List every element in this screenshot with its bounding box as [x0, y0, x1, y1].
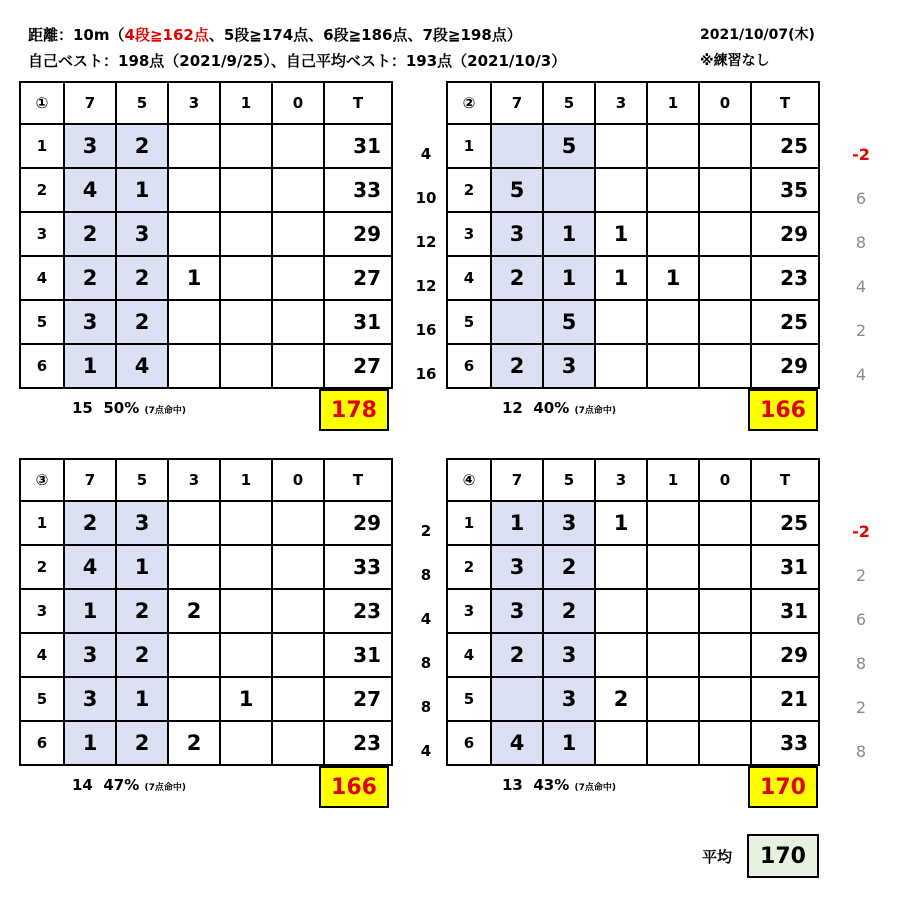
table-row [20, 677, 392, 721]
score-cell: 3 [491, 589, 543, 633]
sheet-id: ④ [447, 459, 491, 501]
score-diff: 2 [855, 566, 867, 585]
score-cell: 3 [491, 212, 543, 256]
score-cell [595, 633, 647, 677]
score-cell [272, 300, 324, 344]
score-diff: 6 [855, 610, 867, 629]
score-cell [272, 589, 324, 633]
score-cell [272, 168, 324, 212]
score-cell: 1 [64, 344, 116, 388]
round-number: 5 [20, 300, 64, 344]
mid-value: 2 [420, 522, 432, 540]
score-diff: 8 [855, 233, 867, 252]
score-cell: 2 [595, 677, 647, 721]
score-diff: 6 [855, 189, 867, 208]
score-table [446, 81, 820, 389]
score-cell: 1 [595, 256, 647, 300]
score-cell: 1 [491, 501, 543, 545]
score-cell [272, 212, 324, 256]
score-cell: 1 [595, 501, 647, 545]
score-table [19, 458, 393, 766]
mid-value: 4 [420, 610, 432, 628]
round-number: 2 [447, 168, 491, 212]
row-total: 29 [751, 344, 819, 388]
score-cell: 1 [116, 168, 168, 212]
score-cell: 5 [543, 300, 595, 344]
score-cell: 2 [116, 589, 168, 633]
score-cell [647, 168, 699, 212]
score-cell: 1 [543, 256, 595, 300]
round-number: 4 [20, 256, 64, 300]
score-cell [168, 168, 220, 212]
score-cell: 3 [491, 545, 543, 589]
score-cell [168, 677, 220, 721]
mid-value: 12 [415, 233, 437, 251]
score-cell [647, 545, 699, 589]
column-header: 5 [543, 82, 595, 124]
round-number: 1 [20, 124, 64, 168]
row-total: 31 [324, 124, 392, 168]
mid-value: 16 [415, 365, 437, 383]
column-header: 5 [116, 459, 168, 501]
hit-count: 15 [72, 399, 93, 417]
score-cell [168, 124, 220, 168]
score-cell [699, 677, 751, 721]
mid-value: 8 [420, 654, 432, 672]
round-number: 1 [447, 124, 491, 168]
round-number: 3 [20, 212, 64, 256]
score-cell: 2 [64, 501, 116, 545]
score-table [19, 81, 393, 389]
column-header: 1 [647, 82, 699, 124]
score-cell: 3 [116, 501, 168, 545]
column-header: 1 [220, 82, 272, 124]
score-cell [699, 501, 751, 545]
sheet-3-total: 166 [319, 766, 389, 808]
score-cell [168, 545, 220, 589]
column-header: 5 [116, 82, 168, 124]
score-cell [491, 677, 543, 721]
round-number: 5 [447, 300, 491, 344]
table-row [447, 589, 819, 633]
hit-count: 12 [502, 399, 523, 417]
score-cell: 2 [543, 589, 595, 633]
sheet-4-summary [502, 776, 616, 794]
hit-count: 14 [72, 776, 93, 794]
note: ※練習なし [700, 53, 770, 69]
score-cell: 3 [64, 124, 116, 168]
table-row [447, 212, 819, 256]
score-cell [168, 212, 220, 256]
score-cell [595, 344, 647, 388]
score-sheet-3 [19, 458, 393, 766]
score-cell: 1 [647, 256, 699, 300]
round-number: 2 [20, 168, 64, 212]
score-cell: 3 [543, 677, 595, 721]
round-number: 3 [447, 589, 491, 633]
score-diff: 4 [855, 365, 867, 384]
score-cell: 2 [491, 256, 543, 300]
row-total: 33 [751, 721, 819, 765]
score-cell: 1 [595, 212, 647, 256]
score-cell [220, 721, 272, 765]
round-number: 2 [20, 545, 64, 589]
score-diff: 4 [855, 277, 867, 296]
score-cell [543, 168, 595, 212]
score-cell: 1 [168, 256, 220, 300]
table-row [20, 344, 392, 388]
score-cell [220, 168, 272, 212]
score-cell [699, 589, 751, 633]
distance-rank-line [28, 24, 522, 45]
table-row [20, 124, 392, 168]
round-number: 6 [447, 721, 491, 765]
column-header: 7 [491, 82, 543, 124]
table-row [447, 256, 819, 300]
score-cell [595, 124, 647, 168]
score-cell: 4 [64, 545, 116, 589]
table-row [447, 168, 819, 212]
sheet-id: ② [447, 82, 491, 124]
column-header: T [324, 82, 392, 124]
hit-percent: 43% [533, 776, 570, 794]
score-cell [272, 721, 324, 765]
score-cell [647, 124, 699, 168]
column-header: 0 [272, 82, 324, 124]
score-cell [220, 589, 272, 633]
row-total: 33 [324, 168, 392, 212]
sheet-3-summary [72, 776, 186, 794]
score-diff: -2 [852, 522, 870, 541]
score-diff: 2 [855, 698, 867, 717]
round-number: 5 [447, 677, 491, 721]
column-header: 3 [168, 82, 220, 124]
score-cell [272, 545, 324, 589]
table-header-row [20, 82, 392, 124]
score-cell: 2 [116, 256, 168, 300]
column-header: 1 [647, 459, 699, 501]
score-cell [647, 344, 699, 388]
score-cell [491, 300, 543, 344]
table-row [20, 633, 392, 677]
row-total: 23 [324, 721, 392, 765]
score-cell: 3 [64, 633, 116, 677]
score-cell: 1 [543, 212, 595, 256]
hit-note: (7点命中) [144, 783, 186, 793]
round-number: 6 [447, 344, 491, 388]
score-cell [168, 501, 220, 545]
score-cell: 3 [543, 501, 595, 545]
score-sheet-1 [19, 81, 393, 389]
hit-note: (7点命中) [574, 406, 616, 416]
round-number: 4 [447, 256, 491, 300]
score-cell [699, 721, 751, 765]
table-row [447, 124, 819, 168]
score-cell: 2 [116, 300, 168, 344]
score-cell [595, 300, 647, 344]
table-row [447, 721, 819, 765]
score-cell: 5 [491, 168, 543, 212]
hit-percent: 40% [533, 399, 570, 417]
score-cell: 2 [116, 124, 168, 168]
row-total: 29 [751, 633, 819, 677]
table-row [20, 721, 392, 765]
score-cell [220, 633, 272, 677]
hit-percent: 50% [103, 399, 140, 417]
column-header: 3 [168, 459, 220, 501]
round-number: 1 [20, 501, 64, 545]
sheet-id: ① [20, 82, 64, 124]
score-cell [220, 124, 272, 168]
average-value: 170 [747, 834, 819, 878]
table-row [20, 501, 392, 545]
table-row [20, 300, 392, 344]
score-sheet-4 [446, 458, 820, 766]
score-cell [168, 633, 220, 677]
mid-value: 12 [415, 277, 437, 295]
score-cell: 1 [543, 721, 595, 765]
score-cell [699, 344, 751, 388]
score-cell [699, 168, 751, 212]
score-cell: 1 [116, 545, 168, 589]
mid-value: 4 [420, 742, 432, 760]
round-number: 6 [20, 344, 64, 388]
table-row [20, 545, 392, 589]
score-cell: 2 [491, 344, 543, 388]
hit-percent: 47% [103, 776, 140, 794]
score-cell [647, 501, 699, 545]
row-total: 27 [324, 344, 392, 388]
table-row [447, 677, 819, 721]
table-row [447, 633, 819, 677]
column-header: 1 [220, 459, 272, 501]
score-cell: 2 [543, 545, 595, 589]
row-total: 29 [324, 501, 392, 545]
row-total: 27 [324, 677, 392, 721]
distance-label: 距離：10m [28, 26, 110, 44]
mid-value: 10 [415, 189, 437, 207]
score-cell [699, 256, 751, 300]
score-cell [272, 124, 324, 168]
score-diff: 8 [855, 654, 867, 673]
score-cell: 2 [64, 212, 116, 256]
score-cell: 4 [491, 721, 543, 765]
table-header-row [447, 459, 819, 501]
table-row [20, 212, 392, 256]
score-cell: 2 [168, 589, 220, 633]
score-cell: 1 [64, 589, 116, 633]
score-cell [595, 545, 647, 589]
score-cell [220, 344, 272, 388]
score-cell [220, 501, 272, 545]
personal-best-line: 自己ベスト：198点（2021/9/25）、自己平均ベスト：193点（2021/10/3） [28, 52, 567, 70]
score-cell: 5 [543, 124, 595, 168]
score-cell [272, 256, 324, 300]
score-cell [699, 300, 751, 344]
score-cell: 3 [64, 300, 116, 344]
score-cell [272, 677, 324, 721]
row-total: 31 [751, 545, 819, 589]
score-cell [699, 212, 751, 256]
score-cell [168, 344, 220, 388]
score-diff: -2 [852, 145, 870, 164]
row-total: 31 [324, 300, 392, 344]
row-total: 35 [751, 168, 819, 212]
round-number: 2 [447, 545, 491, 589]
row-total: 29 [324, 212, 392, 256]
score-cell [220, 545, 272, 589]
row-total: 33 [324, 545, 392, 589]
score-cell: 1 [220, 677, 272, 721]
score-cell [272, 633, 324, 677]
round-number: 1 [447, 501, 491, 545]
row-total: 25 [751, 501, 819, 545]
column-header: T [324, 459, 392, 501]
column-header: T [751, 82, 819, 124]
score-cell [595, 168, 647, 212]
column-header: 0 [272, 459, 324, 501]
score-cell [272, 344, 324, 388]
score-cell [272, 501, 324, 545]
row-total: 31 [324, 633, 392, 677]
score-cell: 2 [116, 633, 168, 677]
rank4-threshold: 4段≧162点 [124, 26, 209, 44]
score-cell [647, 677, 699, 721]
round-number: 4 [447, 633, 491, 677]
round-number: 3 [447, 212, 491, 256]
sheet-2-summary [502, 399, 616, 417]
column-header: 7 [64, 459, 116, 501]
column-header: 7 [64, 82, 116, 124]
column-header: 0 [699, 459, 751, 501]
score-cell: 3 [543, 633, 595, 677]
rank-thresholds: 、5段≧174点、6段≧186点、7段≧198点） [208, 26, 522, 44]
row-total: 25 [751, 124, 819, 168]
column-header: 5 [543, 459, 595, 501]
score-cell: 2 [168, 721, 220, 765]
row-total: 27 [324, 256, 392, 300]
score-diff: 2 [855, 321, 867, 340]
row-total: 23 [751, 256, 819, 300]
round-number: 4 [20, 633, 64, 677]
score-cell [220, 212, 272, 256]
mid-value: 4 [420, 145, 432, 163]
score-cell [168, 300, 220, 344]
row-total: 21 [751, 677, 819, 721]
table-row [447, 501, 819, 545]
mid-value: 8 [420, 698, 432, 716]
mid-value: 16 [415, 321, 437, 339]
table-row [20, 168, 392, 212]
score-cell [647, 589, 699, 633]
score-cell [699, 124, 751, 168]
round-number: 3 [20, 589, 64, 633]
table-row [20, 589, 392, 633]
round-number: 6 [20, 721, 64, 765]
score-cell: 1 [64, 721, 116, 765]
sheet-id: ③ [20, 459, 64, 501]
score-cell [699, 545, 751, 589]
score-cell: 2 [64, 256, 116, 300]
hit-note: (7点命中) [144, 406, 186, 416]
hit-note: (7点命中) [574, 783, 616, 793]
score-cell [647, 212, 699, 256]
score-cell: 2 [491, 633, 543, 677]
row-total: 29 [751, 212, 819, 256]
average-label: 平均 [702, 848, 733, 866]
score-cell [647, 721, 699, 765]
column-header: 3 [595, 82, 647, 124]
score-cell: 3 [543, 344, 595, 388]
sheet-1-summary [72, 399, 186, 417]
row-total: 25 [751, 300, 819, 344]
sheet-2-total: 166 [748, 389, 818, 431]
score-cell: 3 [116, 212, 168, 256]
score-cell [220, 300, 272, 344]
table-row [447, 344, 819, 388]
score-cell [491, 124, 543, 168]
column-header: 3 [595, 459, 647, 501]
row-total: 23 [324, 589, 392, 633]
round-number: 5 [20, 677, 64, 721]
table-row [447, 545, 819, 589]
score-cell: 2 [116, 721, 168, 765]
table-row [20, 256, 392, 300]
column-header: 0 [699, 82, 751, 124]
score-sheet-2 [446, 81, 820, 389]
score-cell [699, 633, 751, 677]
hit-count: 13 [502, 776, 523, 794]
score-cell: 4 [64, 168, 116, 212]
score-cell [220, 256, 272, 300]
column-header: 7 [491, 459, 543, 501]
score-diff: 8 [855, 742, 867, 761]
column-header: T [751, 459, 819, 501]
score-cell: 4 [116, 344, 168, 388]
mid-value: 8 [420, 566, 432, 584]
row-total: 31 [751, 589, 819, 633]
score-cell [647, 633, 699, 677]
score-cell: 3 [64, 677, 116, 721]
table-header-row [20, 459, 392, 501]
score-cell [595, 721, 647, 765]
table-header-row [447, 82, 819, 124]
score-cell [595, 589, 647, 633]
date: 2021/10/07(木) [700, 27, 815, 43]
open-paren: （ [109, 26, 125, 44]
score-cell [647, 300, 699, 344]
score-cell: 1 [116, 677, 168, 721]
sheet-4-total: 170 [748, 766, 818, 808]
sheet-1-total: 178 [319, 389, 389, 431]
score-table [446, 458, 820, 766]
table-row [447, 300, 819, 344]
